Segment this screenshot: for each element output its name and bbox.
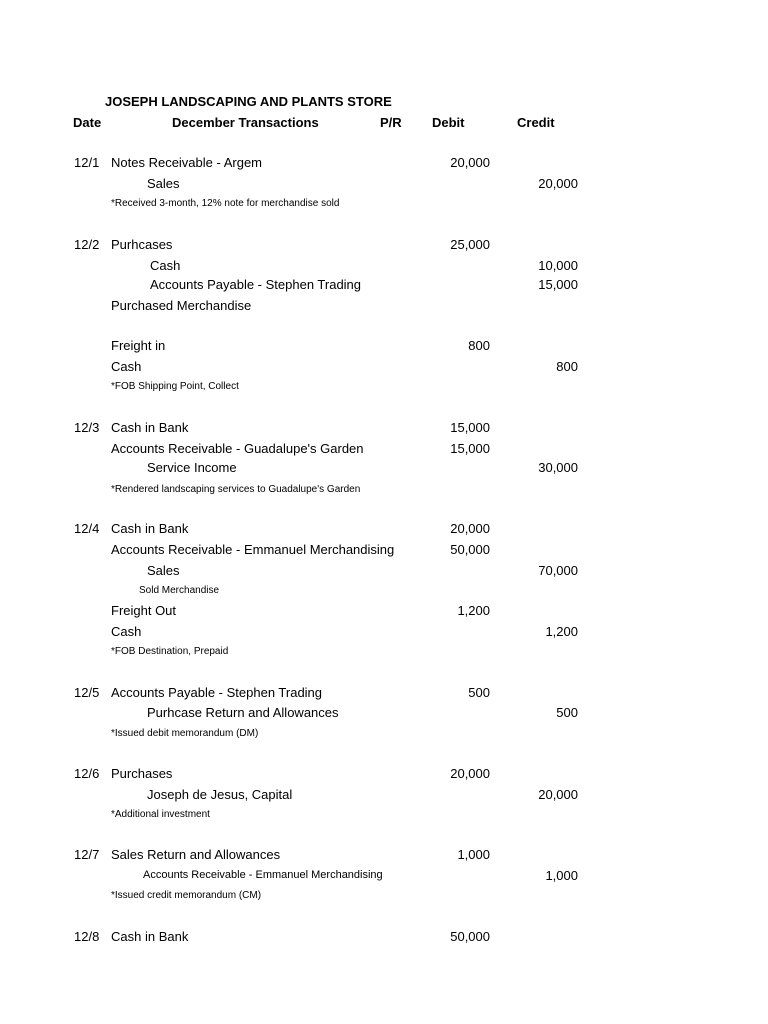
account-line: Cash in Bank (111, 420, 189, 435)
entry-note: *Issued debit memorandum (DM) (111, 728, 259, 739)
account-line: Purchases (111, 766, 173, 781)
account-line: Cash in Bank (111, 929, 189, 944)
credit-amount: 70,000 (538, 563, 578, 578)
entry-date: 12/5 (74, 685, 100, 700)
debit-amount: 500 (468, 685, 490, 700)
credit-amount: 800 (556, 359, 578, 374)
credit-amount: 30,000 (538, 460, 578, 475)
account-line: Accounts Receivable - Guadalupe's Garden (111, 441, 364, 456)
account-line: Freight in (111, 338, 166, 353)
entry-date: 12/7 (74, 847, 100, 862)
column-header-date: Date (73, 115, 102, 130)
debit-amount: 15,000 (450, 420, 490, 435)
entry-note: *FOB Shipping Point, Collect (111, 381, 239, 392)
credit-amount: 1,000 (545, 868, 578, 883)
debit-amount: 20,000 (450, 155, 490, 170)
entry-memo: Sold Merchandise (139, 585, 220, 596)
account-line: Sales Return and Allowances (111, 847, 281, 862)
credit-amount: 10,000 (538, 258, 578, 273)
account-line: Notes Receivable - Argem (111, 155, 263, 170)
account-line: Joseph de Jesus, Capital (147, 787, 293, 802)
debit-amount: 20,000 (450, 521, 490, 536)
account-line: Accounts Receivable - Emmanuel Merchandising (143, 869, 383, 881)
credit-amount: 500 (556, 705, 578, 720)
debit-amount: 1,000 (457, 847, 490, 862)
account-line: Sales (147, 176, 180, 191)
credit-amount: 15,000 (538, 277, 578, 292)
entry-note: *Additional investment (111, 809, 210, 820)
account-line: Freight Out (111, 603, 177, 618)
entry-date: 12/1 (74, 155, 100, 170)
debit-amount: 800 (468, 338, 490, 353)
account-line: Purhcases (111, 237, 173, 252)
entry-note: *Received 3-month, 12% note for merchandise sold (111, 198, 340, 209)
credit-amount: 20,000 (538, 176, 578, 191)
account-line: Cash (111, 624, 142, 639)
column-header-debit: Debit (432, 115, 465, 130)
entry-note: *FOB Destination, Prepaid (111, 646, 229, 657)
account-line: Service Income (147, 460, 237, 475)
entry-date: 12/2 (74, 237, 100, 252)
entry-date: 12/8 (74, 929, 100, 944)
store-title: JOSEPH LANDSCAPING AND PLANTS STORE (105, 94, 392, 109)
account-line: Cash (150, 258, 181, 273)
account-line: Accounts Payable - Stephen Trading (150, 277, 362, 292)
debit-amount: 50,000 (450, 542, 490, 557)
account-line: Accounts Payable - Stephen Trading (111, 685, 323, 700)
entry-note: *Issued credit memorandum (CM) (111, 890, 262, 901)
account-line: Cash in Bank (111, 521, 189, 536)
entry-date: 12/6 (74, 766, 100, 781)
credit-amount: 1,200 (545, 624, 578, 639)
debit-amount: 20,000 (450, 766, 490, 781)
account-line: Cash (111, 359, 142, 374)
debit-amount: 15,000 (450, 441, 490, 456)
column-header-transactions: December Transactions (172, 115, 319, 130)
credit-amount: 20,000 (538, 787, 578, 802)
debit-amount: 25,000 (450, 237, 490, 252)
column-header-credit: Credit (517, 115, 555, 130)
account-line: Purhcase Return and Allowances (147, 705, 339, 720)
account-line: Sales (147, 563, 180, 578)
debit-amount: 1,200 (457, 603, 490, 618)
account-line: Purchased Merchandise (111, 298, 252, 313)
column-header-pr: P/R (380, 115, 402, 130)
account-line: Accounts Receivable - Emmanuel Merchandising (111, 542, 395, 557)
entry-date: 12/3 (74, 420, 100, 435)
entry-note: *Rendered landscaping services to Guadalupe's Garden (111, 484, 361, 495)
debit-amount: 50,000 (450, 929, 490, 944)
entry-date: 12/4 (74, 521, 100, 536)
